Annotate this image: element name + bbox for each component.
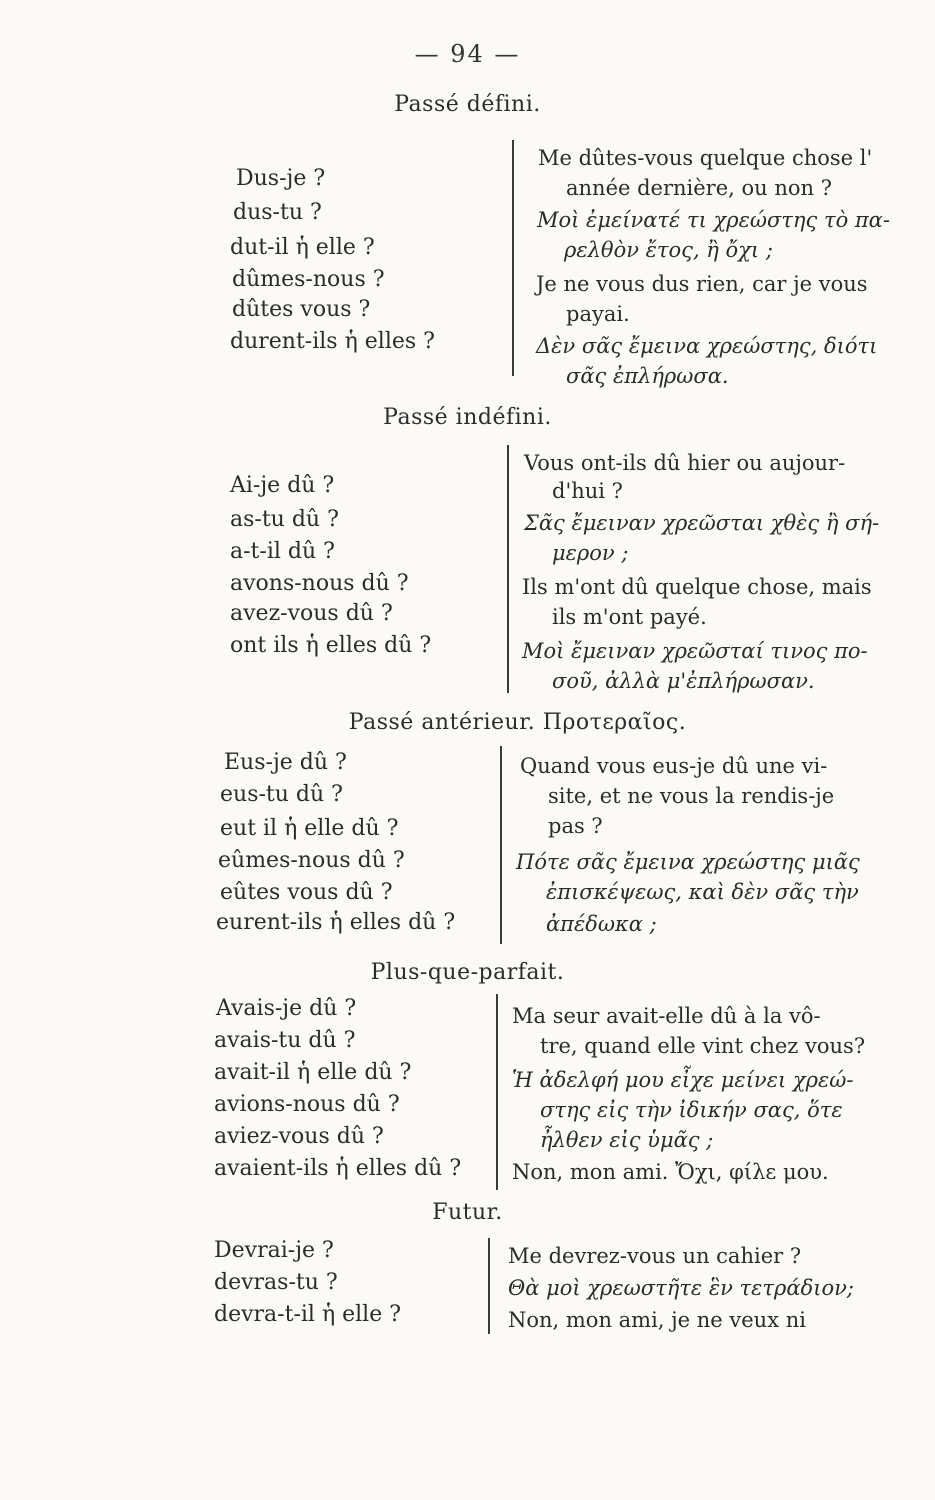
conjugation-line: avions-nous dû ? (214, 1092, 400, 1117)
example-line: Me dûtes-vous quelque chose l' (538, 146, 873, 170)
conjugation-line: avaient-ils ἡ elles dû ? (214, 1156, 462, 1181)
section-heading-passe-anterieur: Passé antérieur. Προτεραῖος. (348, 710, 687, 735)
example-line: Ma seur avait-elle dû à la vô- (512, 1004, 821, 1028)
column-divider (496, 994, 498, 1190)
column-divider (512, 140, 514, 376)
conjugation-line: avait-il ἡ elle dû ? (214, 1060, 412, 1085)
conjugation-line: avez-vous dû ? (230, 601, 393, 626)
conjugation-line: dûmes-nous ? (232, 267, 385, 292)
example-line: ἦλθεν εἰς ὑμᾶς ; (540, 1128, 714, 1152)
conjugation-line: ont ils ἡ elles dû ? (230, 633, 432, 658)
example-line: Δὲν σᾶς ἔμεινα χρεώστης, διότι (536, 334, 878, 358)
example-line: Non, mon ami, je ne veux ni (508, 1308, 806, 1332)
example-line: Je ne vous dus rien, car je vous (536, 272, 868, 296)
section-heading-futur: Futur. (432, 1200, 503, 1225)
example-line: Quand vous eus-je dû une vi- (520, 754, 828, 778)
column-divider (507, 445, 509, 693)
conjugation-line: Devrai-je ? (214, 1238, 334, 1263)
example-line: Μοὶ ἔμειναν χρεῶσταί τινος πο- (522, 639, 868, 663)
example-line: σᾶς ἐπλήρωσα. (566, 364, 729, 388)
example-line: Σᾶς ἔμειναν χρεῶσται χθὲς ἢ σή- (524, 511, 880, 535)
conjugation-line: dûtes vous ? (232, 297, 371, 322)
example-line: année dernière, ou non ? (566, 176, 832, 200)
conjugation-line: Dus-je ? (236, 166, 326, 191)
conjugation-line: durent-ils ἡ elles ? (230, 329, 435, 354)
conjugation-line: devras-tu ? (214, 1270, 338, 1295)
conjugation-line: eurent-ils ἡ elles dû ? (216, 910, 456, 935)
example-line: Non, mon ami. Ὄχι, φίλε μου. (512, 1160, 829, 1184)
example-line: Vous ont-ils dû hier ou aujour- (524, 451, 846, 475)
conjugation-line: avons-nous dû ? (230, 571, 409, 596)
section-heading-plus-que-parfait: Plus-que-parfait. (370, 960, 565, 985)
page-number: — 94 — (414, 40, 521, 68)
conjugation-line: dus-tu ? (233, 200, 322, 225)
example-line: Θὰ μοὶ χρεωστῆτε ἓν τετράδιον; (508, 1276, 854, 1300)
example-line: μερον ; (552, 541, 629, 565)
example-line: Πότε σᾶς ἔμεινα χρεώστης μιᾶς (516, 850, 860, 874)
example-line: σοῦ, ἀλλὰ μ'ἐπλήρωσαν. (552, 669, 815, 693)
example-line: pas ? (548, 814, 603, 838)
example-line: d'hui ? (552, 479, 623, 503)
conjugation-line: Avais-je dû ? (216, 996, 357, 1021)
example-line: ἐπισκέψεως, καὶ δὲν σᾶς τὴν (546, 880, 859, 904)
conjugation-line: eûmes-nous dû ? (218, 848, 405, 873)
conjugation-line: as-tu dû ? (230, 507, 339, 532)
example-line: ρελθὸν ἔτος, ἢ ὄχι ; (564, 238, 773, 262)
example-line: site, et ne vous la rendis-je (548, 784, 835, 808)
conjugation-line: Ai-je dû ? (230, 473, 335, 498)
conjugation-line: a-t-il dû ? (230, 539, 335, 564)
example-line: Ἡ ἀδελφή μου εἶχε μείνει χρεώ- (512, 1068, 854, 1092)
conjugation-line: Eus-je dû ? (224, 750, 347, 775)
example-line: payai. (566, 302, 630, 326)
column-divider (488, 1238, 490, 1334)
conjugation-line: avais-tu dû ? (214, 1028, 356, 1053)
example-line: Me devrez-vous un cahier ? (508, 1244, 802, 1268)
example-line: Ils m'ont dû quelque chose, mais (522, 575, 872, 599)
example-line: στης εἰς τὴν ἰδικήν σας, ὅτε (540, 1098, 843, 1122)
example-line: ils m'ont payé. (552, 605, 707, 629)
conjugation-line: eûtes vous dû ? (220, 880, 393, 905)
section-heading-passe-indefini: Passé indéfini. (383, 405, 552, 430)
example-line: Μοὶ ἐμείνατέ τι χρεώστης τὸ πα- (537, 208, 890, 232)
example-line: tre, quand elle vint chez vous? (540, 1034, 866, 1058)
conjugation-line: aviez-vous dû ? (214, 1124, 384, 1149)
conjugation-line: eus-tu dû ? (220, 782, 343, 807)
column-divider (500, 746, 502, 944)
example-line: ἀπέδωκα ; (546, 912, 657, 936)
conjugation-line: eut il ἡ elle dû ? (220, 816, 399, 841)
section-heading-passe-defini: Passé défini. (394, 92, 541, 117)
conjugation-line: devra-t-il ἡ elle ? (214, 1302, 402, 1327)
conjugation-line: dut-il ἡ elle ? (230, 235, 375, 260)
